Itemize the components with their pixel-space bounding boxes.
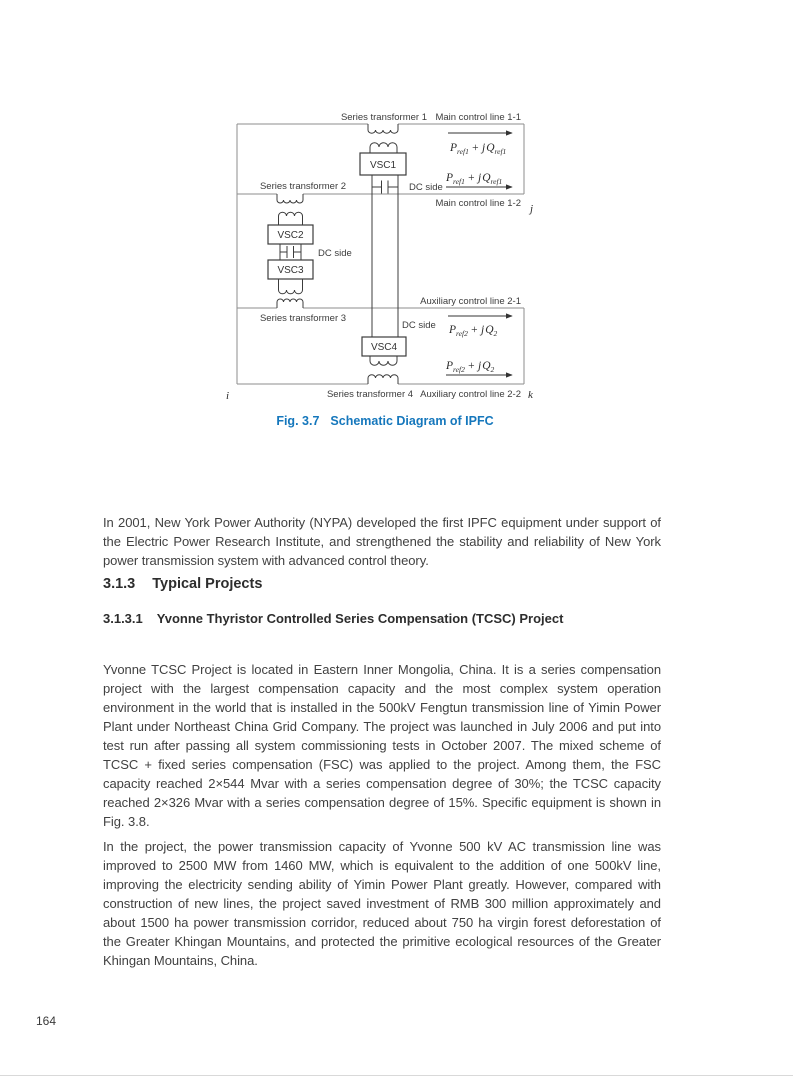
dc-side-label-2: DC side xyxy=(318,248,352,259)
node-k-label: k xyxy=(528,389,533,401)
vsc2-converter xyxy=(268,225,313,244)
vsc1-converter xyxy=(360,153,406,337)
figure-caption-title: Schematic Diagram of IPFC xyxy=(330,414,494,428)
series-transformer-3-symbol xyxy=(277,279,303,308)
auxiliary-control-line-2-1-label: Auxiliary control line 2-1 xyxy=(420,296,521,307)
main-control-line-1-2-label: Main control line 1-2 xyxy=(435,198,521,209)
series-transformer-1-label: Series transformer 1 xyxy=(340,112,427,123)
series-transformer-4-label: Series transformer 4 xyxy=(326,389,414,400)
section-title: Typical Projects xyxy=(152,576,263,592)
flow-label-4: $P_{ref2} + jQ_2$ xyxy=(446,360,495,374)
vsc3-label: VSC3 xyxy=(277,265,304,276)
main-control-line-1-1-label: Main control line 1-1 xyxy=(435,112,521,123)
flow-label-2: $P_{ref1} + jQ_{ref1}$ xyxy=(446,172,503,186)
page-bottom-edge xyxy=(0,1075,793,1076)
dc-capacitor-2 xyxy=(280,246,301,258)
section-heading-3-1-3 xyxy=(103,576,262,592)
subsection-heading-3-1-3-1 xyxy=(103,611,563,626)
paragraph-project-benefits: In the project, the power transmission capacity of Yvonne 500 kV AC transmission line was improved to 2500 MW from 1460 MW, which is equivalent to the addition of one 500kV line, improving the electricity sending ability of Yimin Power Plant greatly. However, compared with construction of new lines, the project saved investment of RMB 300 million approximately and about 1500 ha power transmission corridor, reduced about 750 ha virgin forest deforestation of the Greater Khingan Mountains, and protected the primitive ecological resources of the Greater Khingan Mountains, China. xyxy=(103,839,661,968)
series-transformer-4-symbol xyxy=(368,356,398,384)
series-transformer-2-label: Series transformer 2 xyxy=(259,181,347,192)
dc-side-label-1: DC side xyxy=(409,182,443,193)
vsc1-label: VSC1 xyxy=(369,160,397,171)
vsc3-converter xyxy=(268,260,313,279)
section-number: 3.1.3 xyxy=(103,576,136,592)
subsection-number: 3.1.3.1 xyxy=(103,611,143,626)
node-j-label: j xyxy=(530,203,534,215)
vsc2-vsc3-dc-link xyxy=(280,244,301,260)
flow-label-1: $P_{ref1} + jQ_{ref1}$ xyxy=(450,142,507,156)
vsc4-converter xyxy=(362,337,406,356)
figure-caption xyxy=(220,414,550,428)
node-i-label: i xyxy=(226,390,230,402)
vsc4-label: VSC4 xyxy=(370,342,398,353)
figure-caption-number: Fig. 3.7 xyxy=(276,414,320,428)
series-transformer-2-symbol xyxy=(277,194,303,225)
auxiliary-control-line-2-2-label: Auxiliary control line 2-2 xyxy=(420,389,521,400)
page-number: 164 xyxy=(36,1014,57,1028)
series-transformer-1-symbol xyxy=(368,124,398,153)
series-transformer-3-label: Series transformer 3 xyxy=(259,313,347,324)
ipfc-schematic-diagram xyxy=(220,104,550,406)
paragraph-nypa: In 2001, New York Power Authority (NYPA) developed the first IPFC equipment under support of the Electric Power Research Institute, and strengthened the stability and reliability of New York power transmission system with advanced control theory. xyxy=(103,515,661,568)
dc-capacitor-1 xyxy=(372,181,398,194)
flow-label-3: $P_{ref2} + jQ_2$ xyxy=(449,324,498,338)
vsc2-label: VSC2 xyxy=(277,230,304,241)
dc-side-label-3: DC side xyxy=(402,320,436,331)
subsection-title: Yvonne Thyristor Controlled Series Compensation (TCSC) Project xyxy=(156,611,564,626)
paragraph-yvonne-project: Yvonne TCSC Project is located in Eastern Inner Mongolia, China. It is a series compensation project with the largest compensation capacity and the most complex system operation environment in the world that is installed in the 500kV Fengtun transmission line of Yimin Power Plant under Northeast China Grid Company. The project was launched in July 2006 and put into test run after passing all system commissioning tests in October 2007. The mixed scheme of TCSC + fixed series compensation (FSC) was applied to the project. Among them, the FSC capacity reached 2×544 Mvar with a series compensation degree of 30%; the TCSC capacity reached 2×326 Mvar with a series compensation degree of 15%. Specific equipment is shown in Fig. 3.8. xyxy=(103,662,661,829)
power-flow-arrows xyxy=(446,133,512,375)
